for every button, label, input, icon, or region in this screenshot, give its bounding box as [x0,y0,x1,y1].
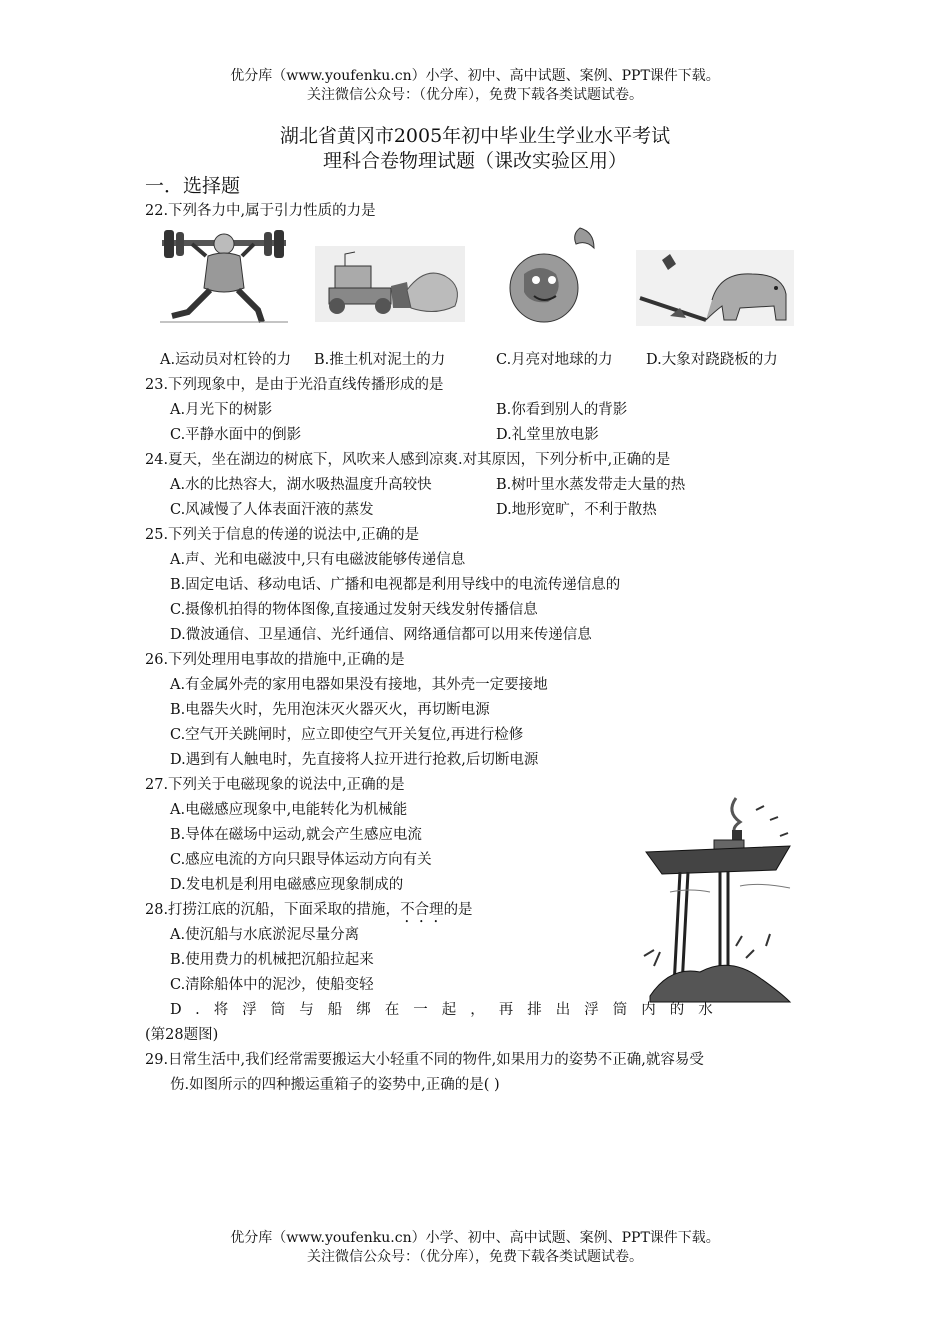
q26-option-b: B.电器失火时，先用泡沫灭火器灭火，再切断电源 [170,702,490,718]
q27-option-d: D.发电机是利用电磁感应现象制成的 [170,877,404,893]
question-26-stem: 26.下列处理用电事故的措施中,正确的是 [145,652,405,668]
q24-option-d: D.地形宽旷，不利于散热 [496,502,657,518]
q22-option-b: B.推土机对泥土的力 [314,352,446,368]
q28-option-c: C.清除船体中的泥沙，使船变轻 [170,977,374,993]
q28-option-b: B.使用费力的机械把沉船拉起来 [170,952,374,968]
q22-option-c: C.月亮对地球的力 [496,352,613,368]
q28-stem-emphasis: 不合理 [400,902,444,918]
question-25-stem: 25.下列关于信息的传递的说法中,正确的是 [145,527,420,543]
q23-option-a: A.月光下的树影 [170,402,273,418]
q25-option-d: D.微波通信、卫星通信、光纤通信、网络通信都可以用来传递信息 [170,627,592,643]
question-27-stem: 27.下列关于电磁现象的说法中,正确的是 [145,777,405,793]
question-24-stem: 24.夏天，坐在湖边的树底下，风吹来人感到凉爽.对其原因，下列分析中,正确的是 [145,452,671,468]
q28-figure-caption: (第28题图) [145,1027,219,1043]
header-line-2: 关注微信公众号：（优分库），免费下载各类试题试卷。 [307,87,643,103]
question-23-stem: 23.下列现象中，是由于光沿直线传播形成的是 [145,377,444,393]
q25-option-c: C.摄像机拍得的物体图像,直接通过发射天线发射传播信息 [170,602,538,618]
q28-option-d: D.将浮筒与船绑在一起，再排出浮筒内的水 [170,1002,727,1018]
q24-option-a: A.水的比热容大，湖水吸热温度升高较快 [170,477,432,493]
q28-stem-pre: 28.打捞江底的沉船，下面采取的措施， [145,902,401,918]
q25-option-b: B.固定电话、移动电话、广播和电视都是利用导线中的电流传递信息的 [170,577,621,593]
q23-option-d: D.礼堂里放电影 [496,427,599,443]
q27-option-c: C.感应电流的方向只跟导体运动方向有关 [170,852,432,868]
q22-option-a: A.运动员对杠铃的力 [160,352,292,368]
exam-subtitle: 理科合卷物理试题（课改实验区用） [322,150,627,172]
q27-option-b: B.导体在磁场中运动,就会产生感应电流 [170,827,422,843]
q26-option-a: A.有金属外壳的家用电器如果没有接地，其外壳一定要接地 [170,677,548,693]
q28-option-a: A.使沉船与水底淤泥尽量分离 [170,927,360,943]
q26-option-c: C.空气开关跳闸时，应立即使空气开关复位,再进行检修 [170,727,524,743]
question-22-stem: 22.下列各力中,属于引力性质的力是 [145,203,376,219]
q23-option-b: B.你看到别人的背影 [496,402,628,418]
section-heading: 一．选择题 [145,175,241,197]
q25-option-a: A.声、光和电磁波中,只有电磁波能够传递信息 [170,552,466,568]
elephant-seesaw-illustration [636,250,794,326]
bulldozer-illustration [315,246,465,322]
q22-option-d: D.大象对跷跷板的力 [646,352,778,368]
q24-option-c: C.风减慢了人体表面汗液的蒸发 [170,502,374,518]
footer-line-1: 优分库（www.youfenku.cn）小学、初中、高中试题、案例、PPT课件下载。 [230,1230,720,1246]
question-29-stem-line-2: 伤.如图所示的四种搬运重箱子的姿势中,正确的是( ) [170,1077,500,1093]
q28-stem-post: 的是 [443,902,473,918]
footer-line-2: 关注微信公众号：（优分库），免费下载各类试题试卷。 [307,1249,643,1265]
header-line-1: 优分库（www.youfenku.cn）小学、初中、高中试题、案例、PPT课件下载。 [230,68,720,84]
q23-option-c: C.平静水面中的倒影 [170,427,302,443]
q24-option-b: B.树叶里水蒸发带走大量的热 [496,477,686,493]
moon-earth-illustration [500,222,610,326]
question-29-stem-line-1: 29.日常生活中,我们经常需要搬运大小轻重不同的物件,如果用力的姿势不正确,就容易受 [145,1052,704,1068]
q26-option-d: D.遇到有人触电时，先直接将人拉开进行抢救,后切断电源 [170,752,539,768]
weightlifter-illustration [158,226,290,326]
q27-option-a: A.电磁感应现象中,电能转化为机械能 [170,802,408,818]
exam-title: 湖北省黄冈市2005年初中毕业生学业水平考试 [279,125,671,147]
question-28-stem [145,900,473,926]
sunken-ship-salvage-illustration [640,796,800,1010]
